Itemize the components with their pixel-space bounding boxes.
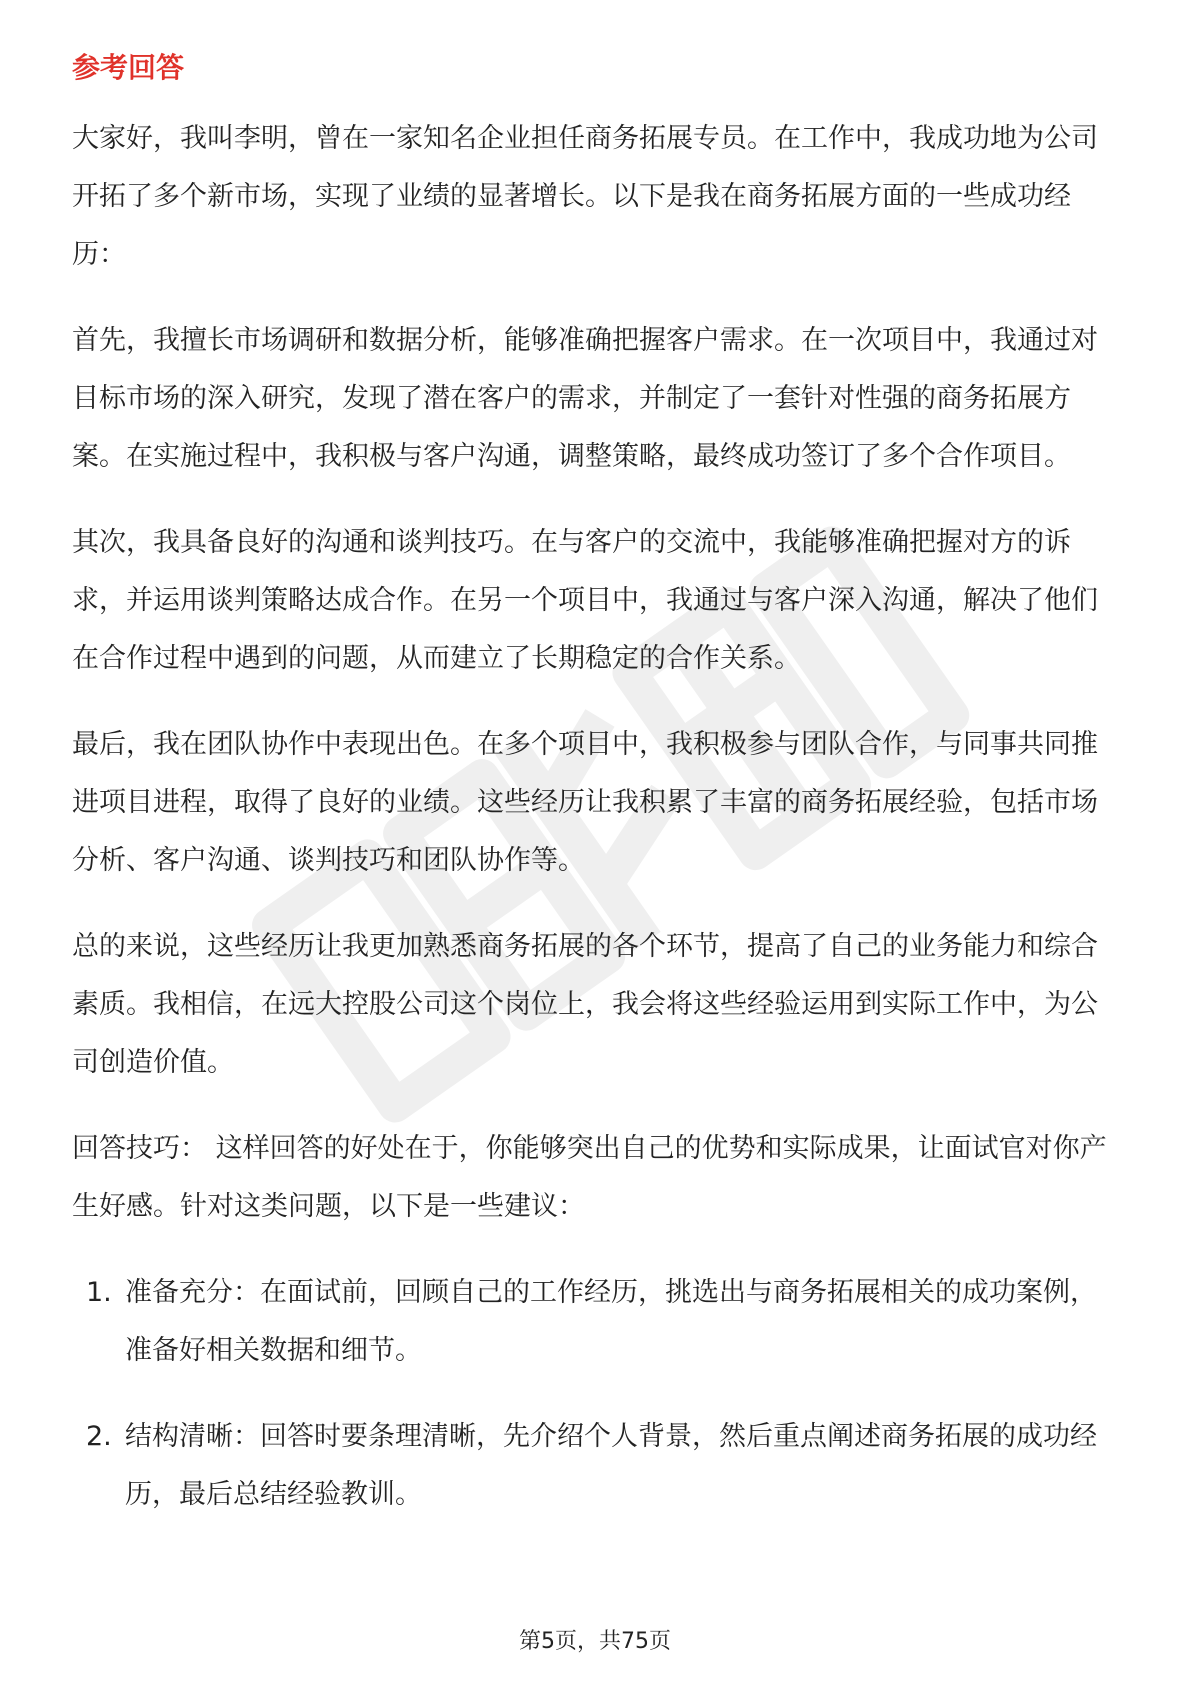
document-page <box>72 48 1122 1552</box>
tips-list <box>72 1264 1122 1524</box>
list-item-text: 准备充分：在面试前，回顾自己的工作经历，挑选出与商务拓展相关的成功案例，准备好相关数据和细节。 <box>125 1277 1097 1366</box>
answer-paragraph-intro: 大家好，我叫李明，曾在一家知名企业担任商务拓展专员。在工作中，我成功地为公司开拓了多个新市场，实现了业绩的显著增长。以下是我在商务拓展方面的一些成功经历： <box>72 123 1098 270</box>
page-number-footer: 第5页，共75页 <box>519 1629 671 1654</box>
answer-tips-intro: 回答技巧： 这样回答的好处在于，你能够突出自己的优势和实际成果，让面试官对你产生好感。针对这类问题，以下是一些建议： <box>72 1133 1107 1222</box>
section-title: 参考回答 <box>72 51 185 84</box>
list-item-number: 1. <box>86 1277 112 1308</box>
answer-paragraph-first: 首先，我擅长市场调研和数据分析，能够准确把握客户需求。在一次项目中，我通过对目标市场的深入研究，发现了潜在客户的需求，并制定了一套针对性强的商务拓展方案。在实施过程中，我积极与客户沟通，调整策略，最终成功签订了多个合作项目。 <box>72 325 1098 472</box>
list-item-number: 2. <box>86 1421 112 1452</box>
list-item <box>72 1408 1122 1524</box>
answer-paragraph-last: 最后，我在团队协作中表现出色。在多个项目中，我积极参与团队合作，与同事共同推进项目进程，取得了良好的业绩。这些经历让我积累了丰富的商务拓展经验，包括市场分析、客户沟通、谈判技巧和团队协作等。 <box>72 729 1098 876</box>
list-item-text: 结构清晰：回答时要条理清晰，先介绍个人背景，然后重点阐述商务拓展的成功经历，最后总结经验教训。 <box>125 1421 1097 1510</box>
answer-paragraph-second: 其次，我具备良好的沟通和谈判技巧。在与客户的交流中，我能够准确把握对方的诉求，并运用谈判策略达成合作。在另一个项目中，我通过与客户深入沟通，解决了他们在合作过程中遇到的问题，从而建立了长期稳定的合作关系。 <box>72 527 1098 674</box>
answer-paragraph-summary: 总的来说，这些经历让我更加熟悉商务拓展的各个环节，提高了自己的业务能力和综合素质。我相信，在远大控股公司这个岗位上，我会将这些经验运用到实际工作中，为公司创造价值。 <box>72 931 1098 1078</box>
list-item <box>72 1264 1122 1380</box>
